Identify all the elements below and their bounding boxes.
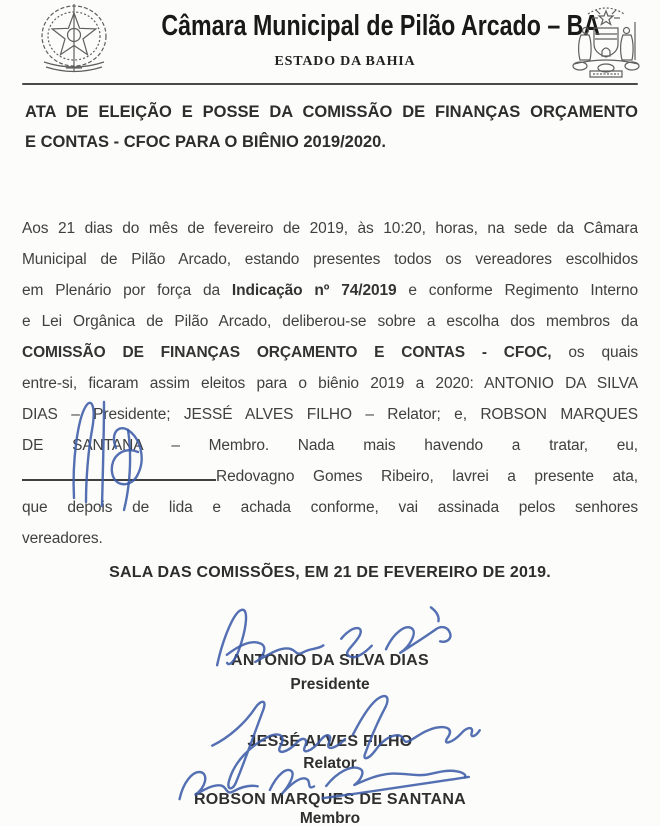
body-line bbox=[22, 492, 638, 523]
org-name-title: Câmara Municipal de Pilão Arcado – BA bbox=[161, 10, 601, 42]
body-line bbox=[22, 275, 638, 306]
body-line bbox=[22, 523, 638, 554]
body-line bbox=[22, 244, 638, 275]
signatory-role: Presidente bbox=[290, 676, 370, 693]
body-text-segment: DE SANTANA – Membro. Nada mais havendo a tratar, eu, bbox=[22, 437, 638, 454]
body-text-segment: DIAS – Presidente; JESSÉ ALVES FILHO – Relator; e, ROBSON MARQUES bbox=[22, 406, 638, 423]
document-body bbox=[22, 213, 638, 554]
document-title-line: E CONTAS - CFOC PARA O BIÊNIO 2019/2020. bbox=[25, 133, 386, 151]
municipal-coat-of-arms-icon bbox=[564, 4, 648, 80]
inline-signature-line bbox=[22, 477, 216, 481]
body-text-segment: que depois de lida e achada conforme, vai assinada pelos senhores bbox=[22, 499, 638, 516]
letterhead-rule bbox=[22, 83, 638, 85]
document-title-line: ATA DE ELEIÇÃO E POSSE DA COMISSÃO DE FINANÇAS ORÇAMENTO bbox=[25, 103, 638, 121]
signatory-name: ANTONIO DA SILVA DIAS bbox=[230, 652, 429, 669]
body-line bbox=[22, 337, 638, 368]
body-text-segment: Municipal de Pilão Arcado, estando presentes todos os vereadores escolhidos bbox=[22, 251, 638, 268]
body-line bbox=[22, 430, 638, 461]
body-text-segment: vereadores. bbox=[22, 530, 103, 547]
signatory-name: ROBSON MARQUES DE SANTANA bbox=[193, 791, 467, 808]
body-text-segment: e Lei Orgânica de Pilão Arcado, deliberou-se sobre a escolha dos membros da bbox=[22, 313, 638, 330]
signatory-role: Relator bbox=[303, 755, 357, 772]
body-line bbox=[22, 399, 638, 430]
body-text-segment: em Plenário por força da bbox=[22, 282, 232, 299]
body-line bbox=[22, 306, 638, 337]
dateline: SALA DAS COMISSÕES, EM 21 DE FEVEREIRO DE 2019. bbox=[109, 564, 551, 581]
state-subtitle: ESTADO DA BAHIA bbox=[274, 54, 416, 69]
body-text-segment-bold: Indicação nº 74/2019 bbox=[231, 282, 397, 299]
signatory-name: JESSÉ ALVES FILHO bbox=[247, 733, 413, 750]
body-text-segment: entre-si, ficaram assim eleitos para o biênio 2019 a 2020: ANTONIO DA SILVA bbox=[22, 375, 638, 392]
body-line bbox=[22, 461, 638, 492]
body-line bbox=[22, 368, 638, 399]
signatory-role: Membro bbox=[299, 810, 361, 826]
body-line bbox=[22, 213, 638, 244]
body-text-segment: e conforme Regimento Interno bbox=[396, 282, 638, 299]
body-text-segment: Redovagno Gomes Ribeiro, lavrei a presente ata, bbox=[216, 468, 638, 485]
body-text-segment-bold: COMISSÃO DE FINANÇAS ORÇAMENTO E CONTAS - CFOC, bbox=[22, 344, 552, 361]
body-text-segment: Aos 21 dias do mês de fevereiro de 2019, às 10:20, horas, na sede da Câmara bbox=[22, 220, 638, 237]
body-text-segment: os quais bbox=[551, 344, 638, 361]
document-title bbox=[25, 97, 638, 157]
